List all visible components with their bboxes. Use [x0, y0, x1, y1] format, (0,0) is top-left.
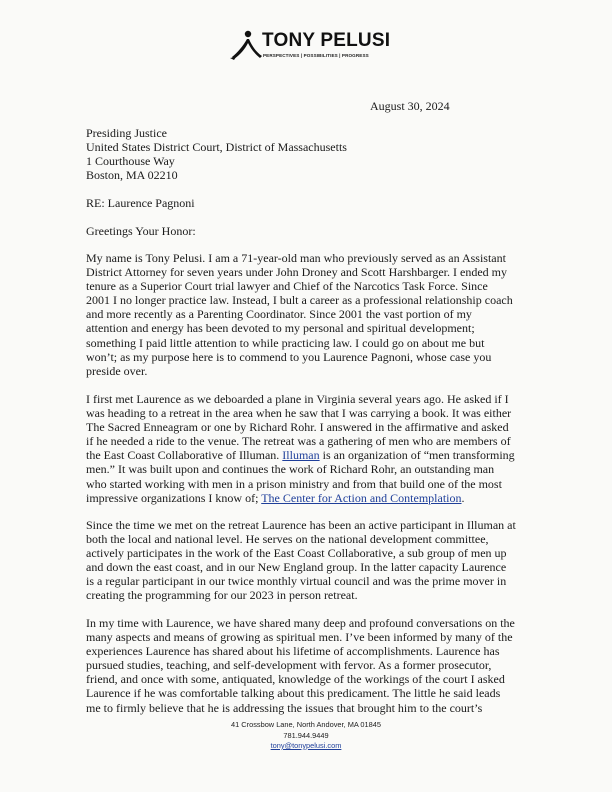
- text-line: I first met Laurence as we deboarded a plane in Virginia several years ago. He asked if I: [86, 392, 509, 406]
- text-line: me to firmly believe that he is addressing the issues that brought him to the court’s: [86, 700, 483, 715]
- text-line: attention and energy has been devoted to my personal and spiritual development;: [86, 321, 475, 336]
- recipient-address: [86, 126, 347, 182]
- text-line: [86, 448, 546, 462]
- text-line: and down the east coast, and in our New England group. In the latter capacity Laurence: [86, 560, 507, 575]
- text-line: is a regular participant in our twice monthly virtual council and was the prime mover in: [86, 574, 507, 589]
- letterhead: [0, 26, 612, 66]
- text-fragment: impressive organizations I know of;: [86, 490, 259, 505]
- text-line: In my time with Laurence, we have shared many deep and profound conversations on the: [86, 616, 515, 630]
- text-line: creating the programming for our 2023 in person retreat.: [86, 588, 358, 603]
- text-line: 2001 I no longer practice law. Instead, I bult a career as a professional relationship coach: [86, 293, 513, 308]
- text-line: something I paid little attention to while practicing law. I could go on about me but: [86, 335, 485, 350]
- text-line: Laurence if he was comfortable talking about this predicament. The little he said leads: [86, 686, 501, 701]
- center-for-action-link[interactable]: The Center for Action and Contemplation: [261, 490, 462, 505]
- paragraph-2: [86, 392, 546, 505]
- text-line: men.” It was built upon and continues the work of Richard Rohr, an outstanding man: [86, 462, 495, 477]
- text-line: District Attorney for seven years under John Droney and Scott Harshbarger. I ended my: [86, 265, 508, 280]
- text-line: many aspects and means of growing as spiritual men. I’ve been informed by many of the: [86, 630, 513, 645]
- recipient-line: Presiding Justice: [86, 126, 167, 140]
- text-fragment: .: [461, 490, 465, 505]
- recipient-line: 1 Courthouse Way: [86, 154, 175, 168]
- text-line: if he needed a ride to the venue. The retreat was a gathering of men who are members of: [86, 434, 511, 449]
- text-line: won’t; as my purpose here is to commend to you Laurence Pagnoni, whose case you: [86, 349, 492, 364]
- paragraph-4: [86, 616, 546, 715]
- greeting: Greetings Your Honor:: [86, 224, 196, 238]
- text-fragment: the East Coast Collaborative of Illuman.: [86, 448, 280, 463]
- paragraph-3: [86, 518, 546, 603]
- footer-email-link[interactable]: tony@tonypelusi.com: [270, 741, 342, 750]
- recipient-line: Boston, MA 02210: [86, 168, 178, 182]
- footer-address: 41 Crossbow Lane, North Andover, MA 01845: [231, 720, 381, 729]
- text-line: [86, 491, 546, 505]
- text-line: who started working with men in a prison ministry and from that build one of the most: [86, 476, 502, 491]
- recipient-line: United States District Court, District of Massachusetts: [86, 140, 347, 154]
- footer-phone: 781.944.9449: [283, 730, 329, 740]
- text-line: and more recently as a Parenting Coordinator. Since 2001 the vast portion of my: [86, 307, 472, 322]
- text-fragment: is an organization of “men transforming: [319, 448, 515, 463]
- letter-date: August 30, 2024: [370, 99, 450, 113]
- text-line: My name is Tony Pelusi. I am a 71-year-old man who previously served as an Assistant: [86, 251, 506, 265]
- text-line: actively participates in the work of the East Coast Collaborative, a sub group of men up: [86, 546, 507, 561]
- paragraph-1: [86, 251, 546, 378]
- text-line: The Sacred Enneagram or one by Richard Rohr. I answered in the affirmative and asked: [86, 420, 509, 435]
- text-line: tenure as a Superior Court trial lawyer and Chief of the Narcotics Task Force. Since: [86, 279, 488, 294]
- text-line: preside over.: [86, 363, 148, 378]
- text-line: pursued studies, teaching, and self-development with fervor. As a former prosecutor,: [86, 658, 492, 673]
- text-line: both the local and national level. He serves on the national development committee,: [86, 532, 489, 547]
- text-line: Since the time we met on the retreat Laurence has been an active participant in Illuman at: [86, 518, 516, 532]
- letterhead-name: TONY PELUSI: [262, 30, 391, 51]
- figure-logo-icon: [228, 30, 264, 62]
- letter-footer: [0, 720, 612, 752]
- text-line: was heading to a retreat in the area when he saw that I was carrying a book. It was either: [86, 406, 512, 421]
- illuman-link[interactable]: Illuman: [282, 448, 320, 463]
- letterhead-tagline: PERSPECTIVES | POSSIBILITIES | PROGRESS: [263, 53, 369, 58]
- text-line: experiences Laurence has shared about his lifetime of accomplishments. Laurence has: [86, 644, 500, 659]
- subject-line: RE: Laurence Pagnoni: [86, 196, 195, 210]
- text-line: friend, and once with some, antiquated, knowledge of the workings of the court I asked: [86, 672, 505, 687]
